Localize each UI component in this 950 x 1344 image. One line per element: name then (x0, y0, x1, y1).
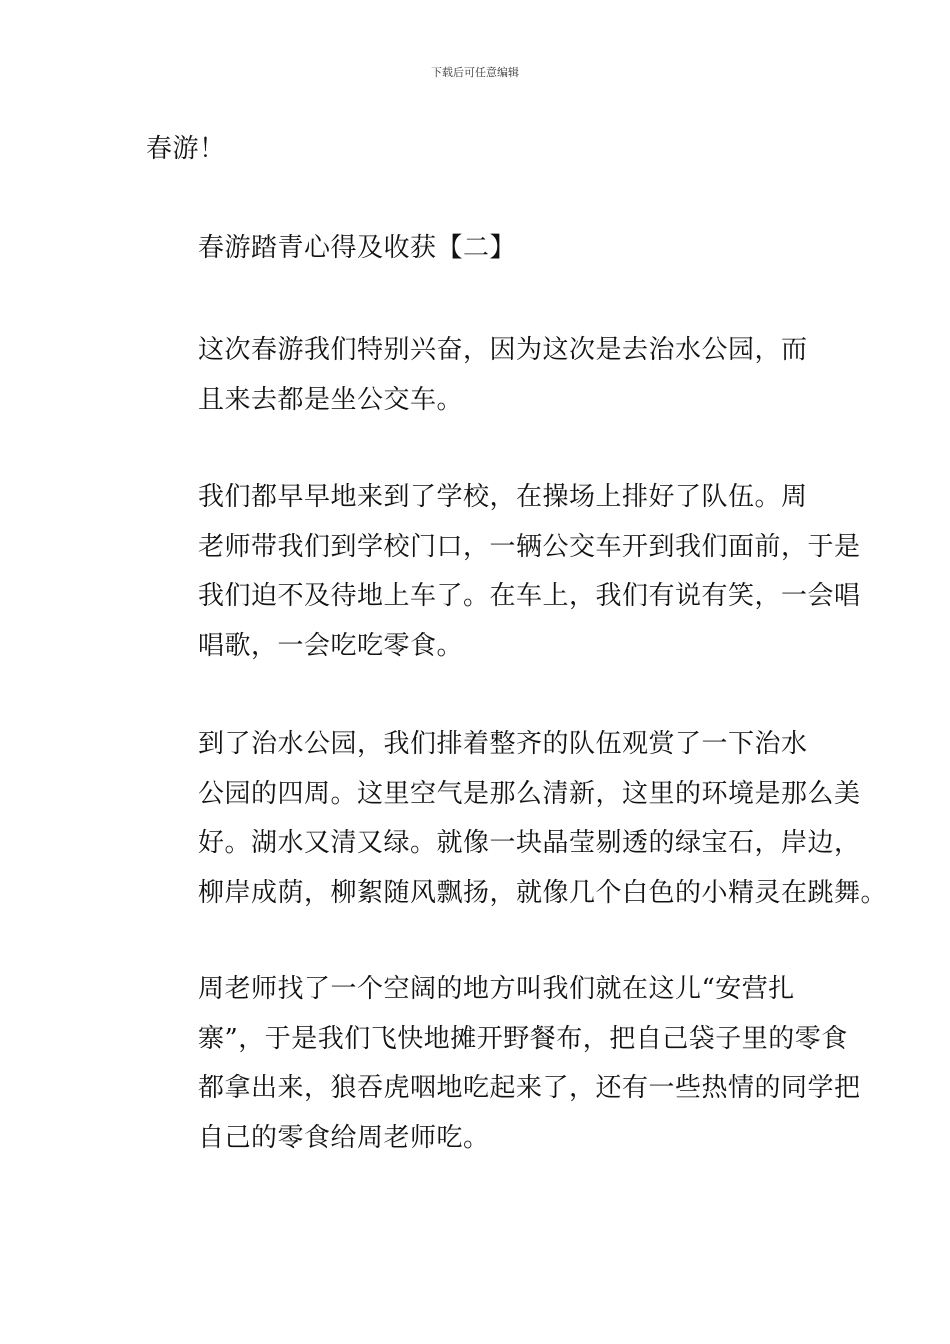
text-line: 唱歌，一会吃吃零食。 (198, 630, 464, 661)
section-heading (146, 224, 810, 274)
text-line: 我们迫不及待地上车了。在车上，我们有说有笑，一会唱 (198, 581, 861, 611)
text-line: 都拿出来，狼吞虎咽地吃起来了，还有一些热情的同学把 (198, 1073, 861, 1103)
text-line: 好。湖水又清又绿。就像一块晶莹剔透的绿宝石，岸边， (198, 828, 861, 858)
paragraph-4 (146, 965, 861, 1163)
paragraph-1 (146, 326, 810, 425)
paragraph-3 (146, 720, 888, 918)
text-line: 寨”，于是我们飞快地摊开野餐布，把自己袋子里的零食 (198, 1023, 848, 1054)
page-header: 下载后可任意编辑 (431, 66, 519, 79)
text-line: 到了治水公园，我们排着整齐的队伍观赏了一下治水 (198, 729, 808, 759)
text-line: 我们都早早地来到了学校，在操场上排好了队伍。周 (198, 482, 808, 512)
text-line: 春游！ (146, 134, 226, 164)
text-line: 自己的零食给周老师吃。 (198, 1122, 490, 1153)
text-line: 且来去都是坐公交车。 (198, 384, 464, 415)
text-line: 这次春游我们特别兴奋，因为这次是去治水公园，而 (198, 335, 808, 365)
text-line: 周老师找了一个空阔的地方叫我们就在这儿“安营扎 (198, 974, 795, 1004)
paragraph-intro-fragment (146, 125, 810, 175)
text-line: 柳岸成荫，柳絮随风飘扬，就像几个白色的小精灵在跳舞。 (198, 877, 888, 908)
paragraph-2 (146, 473, 861, 671)
text-line: 老师带我们到学校门口，一辆公交车开到我们面前，于是 (198, 531, 861, 562)
heading-text: 春游踏青心得及收获【二】 (198, 233, 517, 263)
text-line: 公园的四周。这里空气是那么清新，这里的环境是那么美 (198, 778, 861, 809)
